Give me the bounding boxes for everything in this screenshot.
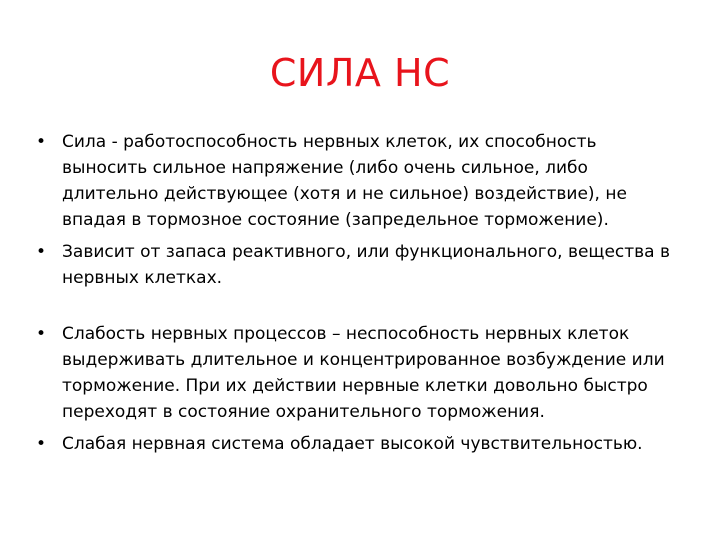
bullet-list bbox=[36, 129, 686, 457]
bullet-icon: • bbox=[36, 242, 47, 262]
bullet-item-1 bbox=[36, 129, 686, 233]
slide-title: СИЛА НС bbox=[269, 51, 451, 95]
bullet-item-4 bbox=[36, 431, 686, 457]
bullet-text: Зависит от запаса реактивного, или функционального, вещества в нервных клетках. bbox=[62, 242, 671, 288]
bullet-item-3 bbox=[36, 321, 686, 425]
bullet-text: Слабая нервная система обладает высокой чувствительностью. bbox=[62, 434, 643, 454]
bullet-text: Слабость нервных процессов – неспособность нервных клеток выдерживать длительное и концентрированное возбуждение или торможение. При их действии нервные клетки довольно быстро переходят в состояние охранительного торможения. bbox=[62, 324, 665, 422]
bullet-item-2 bbox=[36, 239, 686, 291]
bullet-icon: • bbox=[36, 324, 47, 344]
bullet-icon: • bbox=[36, 132, 47, 152]
bullet-icon: • bbox=[36, 434, 47, 454]
bullet-text: Сила - работоспособность нервных клеток, их способность выносить сильное напряжение (либо очень сильное, либо длительно действующее (хотя и не сильное) воздействие), не впадая в тормозное состояние (запредельное торможение). bbox=[62, 132, 627, 230]
